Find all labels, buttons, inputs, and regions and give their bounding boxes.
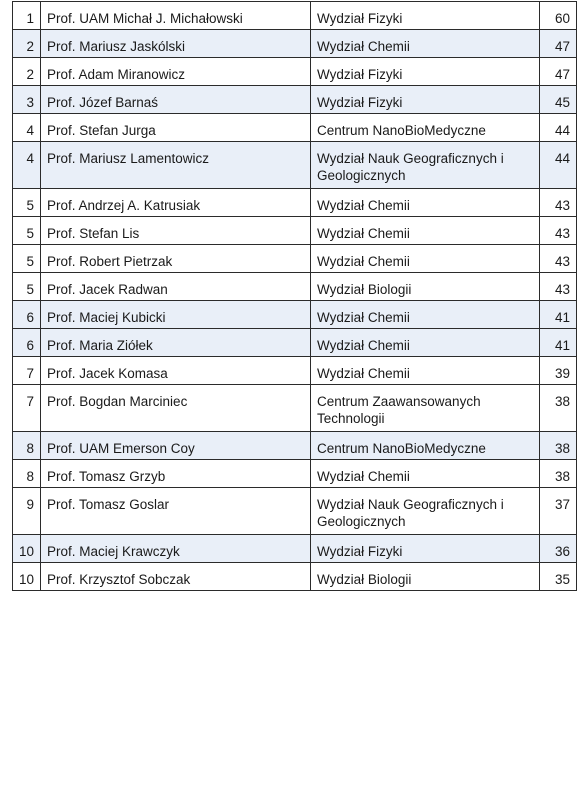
ranking-table-body <box>13 2 577 591</box>
rank-cell: 7 <box>13 357 41 385</box>
department-cell: Wydział Chemii <box>311 30 540 58</box>
score-cell: 45 <box>540 86 577 114</box>
department-cell: Centrum NanoBioMedyczne <box>311 114 540 142</box>
rank-cell: 10 <box>13 563 41 591</box>
department-cell: Wydział Chemii <box>311 245 540 273</box>
rank-cell: 2 <box>13 30 41 58</box>
name-cell: Prof. UAM Emerson Coy <box>41 432 311 460</box>
name-cell: Prof. Jacek Komasa <box>41 357 311 385</box>
score-cell: 47 <box>540 58 577 86</box>
table-row <box>13 245 577 273</box>
table-row <box>13 432 577 460</box>
name-cell: Prof. Maciej Kubicki <box>41 301 311 329</box>
table-row <box>13 142 577 189</box>
rank-cell: 7 <box>13 385 41 432</box>
table-row <box>13 357 577 385</box>
score-cell: 47 <box>540 30 577 58</box>
department-cell: Wydział Chemii <box>311 217 540 245</box>
table-row <box>13 86 577 114</box>
department-cell: Wydział Nauk Geograficznych i Geologicznych <box>311 142 540 189</box>
department-cell: Wydział Nauk Geograficznych i Geologicznych <box>311 488 540 535</box>
table-row <box>13 58 577 86</box>
table-row <box>13 2 577 30</box>
rank-cell: 6 <box>13 301 41 329</box>
table-row <box>13 114 577 142</box>
table-row <box>13 488 577 535</box>
department-cell: Wydział Biologii <box>311 563 540 591</box>
name-cell: Prof. Stefan Lis <box>41 217 311 245</box>
rank-cell: 2 <box>13 58 41 86</box>
score-cell: 43 <box>540 189 577 217</box>
name-cell: Prof. Tomasz Grzyb <box>41 460 311 488</box>
rank-cell: 1 <box>13 2 41 30</box>
table-row <box>13 217 577 245</box>
score-cell: 35 <box>540 563 577 591</box>
table-row <box>13 329 577 357</box>
score-cell: 41 <box>540 329 577 357</box>
table-row <box>13 30 577 58</box>
score-cell: 44 <box>540 114 577 142</box>
score-cell: 38 <box>540 385 577 432</box>
rank-cell: 9 <box>13 488 41 535</box>
name-cell: Prof. Krzysztof Sobczak <box>41 563 311 591</box>
department-cell: Centrum NanoBioMedyczne <box>311 432 540 460</box>
department-cell: Centrum Zaawansowanych Technologii <box>311 385 540 432</box>
name-cell: Prof. Józef Barnaś <box>41 86 311 114</box>
name-cell: Prof. Maciej Krawczyk <box>41 535 311 563</box>
score-cell: 43 <box>540 273 577 301</box>
name-cell: Prof. Andrzej A. Katrusiak <box>41 189 311 217</box>
name-cell: Prof. Tomasz Goslar <box>41 488 311 535</box>
name-cell: Prof. Mariusz Jaskólski <box>41 30 311 58</box>
name-cell: Prof. Mariusz Lamentowicz <box>41 142 311 189</box>
table-row <box>13 189 577 217</box>
score-cell: 60 <box>540 2 577 30</box>
score-cell: 38 <box>540 432 577 460</box>
department-cell: Wydział Chemii <box>311 301 540 329</box>
score-cell: 37 <box>540 488 577 535</box>
rank-cell: 5 <box>13 273 41 301</box>
department-cell: Wydział Fizyki <box>311 86 540 114</box>
name-cell: Prof. Robert Pietrzak <box>41 245 311 273</box>
score-cell: 43 <box>540 245 577 273</box>
name-cell: Prof. UAM Michał J. Michałowski <box>41 2 311 30</box>
table-row <box>13 535 577 563</box>
ranking-table <box>12 1 577 591</box>
department-cell: Wydział Fizyki <box>311 2 540 30</box>
rank-cell: 5 <box>13 189 41 217</box>
score-cell: 41 <box>540 301 577 329</box>
rank-cell: 3 <box>13 86 41 114</box>
department-cell: Wydział Chemii <box>311 189 540 217</box>
score-cell: 38 <box>540 460 577 488</box>
score-cell: 39 <box>540 357 577 385</box>
rank-cell: 4 <box>13 114 41 142</box>
table-row <box>13 301 577 329</box>
rank-cell: 4 <box>13 142 41 189</box>
name-cell: Prof. Adam Miranowicz <box>41 58 311 86</box>
score-cell: 43 <box>540 217 577 245</box>
table-row <box>13 563 577 591</box>
rank-cell: 8 <box>13 432 41 460</box>
score-cell: 36 <box>540 535 577 563</box>
rank-cell: 6 <box>13 329 41 357</box>
score-cell: 44 <box>540 142 577 189</box>
department-cell: Wydział Chemii <box>311 329 540 357</box>
table-row <box>13 273 577 301</box>
name-cell: Prof. Bogdan Marciniec <box>41 385 311 432</box>
rank-cell: 10 <box>13 535 41 563</box>
department-cell: Wydział Chemii <box>311 460 540 488</box>
rank-cell: 5 <box>13 217 41 245</box>
table-row <box>13 385 577 432</box>
rank-cell: 5 <box>13 245 41 273</box>
name-cell: Prof. Maria Ziółek <box>41 329 311 357</box>
department-cell: Wydział Biologii <box>311 273 540 301</box>
department-cell: Wydział Fizyki <box>311 535 540 563</box>
department-cell: Wydział Fizyki <box>311 58 540 86</box>
name-cell: Prof. Jacek Radwan <box>41 273 311 301</box>
table-row <box>13 460 577 488</box>
rank-cell: 8 <box>13 460 41 488</box>
department-cell: Wydział Chemii <box>311 357 540 385</box>
name-cell: Prof. Stefan Jurga <box>41 114 311 142</box>
